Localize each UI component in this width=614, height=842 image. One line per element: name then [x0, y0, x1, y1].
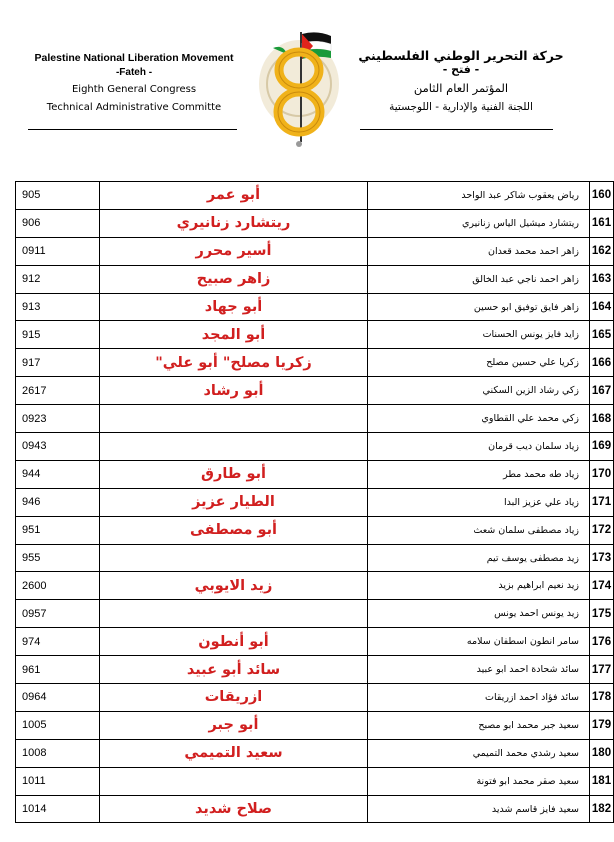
member-alias: زاهر صبيح — [100, 265, 368, 293]
row-number: 162 — [590, 237, 614, 265]
table-row — [16, 739, 614, 767]
row-number: 160 — [590, 182, 614, 210]
committee-name-en: Technical Administrative Committe — [46, 101, 222, 113]
committee-name-ar: اللجنة الفنية والإدارية - اللوجستية — [389, 101, 533, 113]
member-alias: أبو جبر — [100, 711, 368, 739]
row-number: 179 — [590, 711, 614, 739]
member-full-name: زكي محمد علي القطاوي — [368, 405, 590, 433]
member-full-name: سامر انطون اسطفان سلامه — [368, 628, 590, 656]
header-divider-right — [360, 129, 553, 130]
row-number: 175 — [590, 600, 614, 628]
row-number: 174 — [590, 572, 614, 600]
row-number: 177 — [590, 656, 614, 684]
member-full-name: زايد فايز يونس الحسنات — [368, 321, 590, 349]
member-alias — [100, 433, 368, 461]
congress-name-en: Eighth General Congress — [71, 84, 197, 95]
member-alias — [100, 544, 368, 572]
member-full-name: زياد مصطفى سلمان شعث — [368, 516, 590, 544]
row-number: 181 — [590, 767, 614, 795]
table-row — [16, 767, 614, 795]
table-row — [16, 684, 614, 712]
member-code: 0911 — [16, 237, 100, 265]
member-code: 915 — [16, 321, 100, 349]
table-row — [16, 600, 614, 628]
table-row — [16, 516, 614, 544]
member-full-name: زكي رشاد الزين السكني — [368, 377, 590, 405]
member-full-name: سائد فؤاد احمد ازريقات — [368, 684, 590, 712]
congress-emblem-logo — [247, 20, 351, 152]
table-row — [16, 293, 614, 321]
table-row — [16, 405, 614, 433]
member-full-name: زيد مصطفى يوسف تيم — [368, 544, 590, 572]
member-code: 917 — [16, 349, 100, 377]
row-number: 172 — [590, 516, 614, 544]
row-number: 161 — [590, 209, 614, 237]
header-arabic — [352, 46, 570, 117]
row-number: 166 — [590, 349, 614, 377]
row-number: 171 — [590, 488, 614, 516]
header-divider-left — [28, 129, 237, 130]
member-full-name: سعيد رشدي محمد التميمي — [368, 739, 590, 767]
congress-name-ar: المؤتمر العام الثامن — [413, 81, 509, 95]
table-row — [16, 209, 614, 237]
org-name-en: Palestine National Liberation Movement — [34, 52, 234, 64]
member-full-name: زاهر احمد ناجي عبد الخالق — [368, 265, 590, 293]
member-code: 906 — [16, 209, 100, 237]
member-alias: أبو المجد — [100, 321, 368, 349]
member-alias: أبو رشاد — [100, 377, 368, 405]
table-row — [16, 349, 614, 377]
row-number: 163 — [590, 265, 614, 293]
member-code: 2617 — [16, 377, 100, 405]
member-code: 1005 — [16, 711, 100, 739]
table-row — [16, 488, 614, 516]
member-full-name: زياد طه محمد مطر — [368, 460, 590, 488]
member-code: 946 — [16, 488, 100, 516]
member-code: 974 — [16, 628, 100, 656]
row-number: 170 — [590, 460, 614, 488]
row-number: 176 — [590, 628, 614, 656]
table-row — [16, 321, 614, 349]
row-number: 182 — [590, 795, 614, 823]
member-alias: أبو عمر — [100, 182, 368, 210]
member-full-name: ريتشارد ميشيل الياس زنانيري — [368, 209, 590, 237]
row-number: 173 — [590, 544, 614, 572]
member-code: 0923 — [16, 405, 100, 433]
member-alias: ازريقات — [100, 684, 368, 712]
member-alias: الطيار عزيز — [100, 488, 368, 516]
member-full-name: سعيد فايز قاسم شديد — [368, 795, 590, 823]
member-full-name: رياض يعقوب شاكر عبد الواحد — [368, 182, 590, 210]
table-row — [16, 656, 614, 684]
member-full-name: زياد سلمان ديب قرمان — [368, 433, 590, 461]
member-code: 905 — [16, 182, 100, 210]
member-code: 0957 — [16, 600, 100, 628]
row-number: 168 — [590, 405, 614, 433]
member-code: 961 — [16, 656, 100, 684]
row-number: 169 — [590, 433, 614, 461]
table-row — [16, 265, 614, 293]
table-row — [16, 237, 614, 265]
member-code: 944 — [16, 460, 100, 488]
member-code: 1014 — [16, 795, 100, 823]
member-code: 2600 — [16, 572, 100, 600]
member-alias: ريتشارد زنانيري — [100, 209, 368, 237]
member-alias — [100, 767, 368, 795]
member-alias: أبو جهاد — [100, 293, 368, 321]
member-code: 1008 — [16, 739, 100, 767]
member-alias — [100, 405, 368, 433]
table-row — [16, 711, 614, 739]
member-code: 913 — [16, 293, 100, 321]
member-full-name: سعيد صقر محمد ابو فتونة — [368, 767, 590, 795]
member-code: 951 — [16, 516, 100, 544]
row-number: 164 — [590, 293, 614, 321]
member-alias: زيد الايوبي — [100, 572, 368, 600]
member-alias: سعيد التميمي — [100, 739, 368, 767]
table-row — [16, 572, 614, 600]
member-alias: أبو مصطفى — [100, 516, 368, 544]
table-row — [16, 377, 614, 405]
member-code: 912 — [16, 265, 100, 293]
table-row — [16, 628, 614, 656]
table-row — [16, 433, 614, 461]
member-code: 1011 — [16, 767, 100, 795]
member-alias: أبو طارق — [100, 460, 368, 488]
member-alias — [100, 600, 368, 628]
table-row — [16, 182, 614, 210]
member-alias: سائد أبو عبيد — [100, 656, 368, 684]
row-number: 167 — [590, 377, 614, 405]
member-full-name: زاهر فايق توفيق ابو حسين — [368, 293, 590, 321]
header-english — [28, 50, 240, 116]
member-full-name: زياد علي عزيز البدا — [368, 488, 590, 516]
table-row — [16, 795, 614, 823]
member-alias: أسير محرر — [100, 237, 368, 265]
member-alias: زكريا مصلح" أبو علي" — [100, 349, 368, 377]
member-table — [15, 181, 614, 823]
member-full-name: زيد نعيم ابراهيم بزيد — [368, 572, 590, 600]
member-full-name: زاهر احمد محمد قعدان — [368, 237, 590, 265]
org-short-en: -Fateh - — [115, 66, 153, 78]
row-number: 178 — [590, 684, 614, 712]
member-table-body — [16, 182, 614, 823]
member-code: 0943 — [16, 433, 100, 461]
org-name-ar: حركة التحرير الوطني الفلسطيني — [358, 48, 564, 63]
member-full-name: زيد يونس احمد يونس — [368, 600, 590, 628]
member-code: 0964 — [16, 684, 100, 712]
member-full-name: سائد شحادة احمد ابو عبيد — [368, 656, 590, 684]
table-row — [16, 460, 614, 488]
org-short-ar: - فتح - — [442, 63, 480, 76]
member-full-name: زكريا علي حسين مصلح — [368, 349, 590, 377]
member-code: 955 — [16, 544, 100, 572]
member-alias: صلاح شديد — [100, 795, 368, 823]
member-alias: أبو أنطون — [100, 628, 368, 656]
row-number: 180 — [590, 739, 614, 767]
member-full-name: سعيد جبر محمد ابو مصبح — [368, 711, 590, 739]
table-row — [16, 544, 614, 572]
row-number: 165 — [590, 321, 614, 349]
